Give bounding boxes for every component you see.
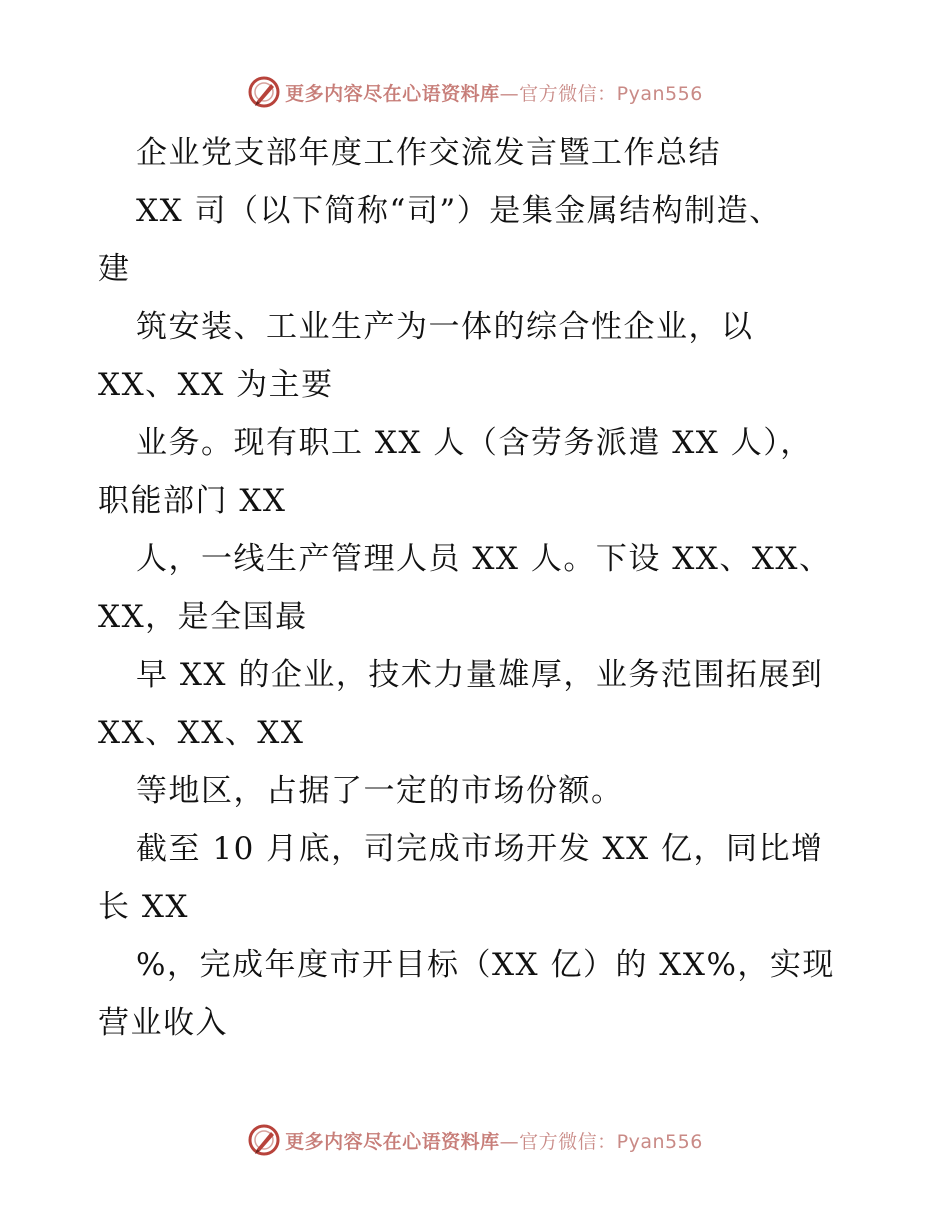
body-line: 长 XX: [98, 889, 189, 925]
body-line: XX、XX、XX: [98, 715, 305, 751]
body-line: 业务。现有职工 XX 人（含劳务派遣 XX 人），: [136, 425, 813, 461]
header-watermark-banner: [0, 72, 950, 112]
header-dash: —: [499, 82, 520, 105]
header-site-name: 更多内容尽在心语资料库: [285, 82, 500, 105]
body-line: XX、XX 为主要: [98, 367, 334, 403]
body-line: 截至 10 月底，司完成市场开发 XX 亿，同比增: [136, 831, 824, 867]
header-wechat-id: 官方微信：Pyan556: [519, 82, 703, 105]
body-line: %，完成年度市开目标（XX 亿）的 XX%，实现: [136, 947, 835, 983]
body-line: 人，一线生产管理人员 XX 人。下设 XX、XX、: [136, 541, 832, 577]
document-body: [98, 124, 858, 1052]
footer-site-name: 更多内容尽在心语资料库: [285, 1130, 500, 1153]
document-title: 企业党支部年度工作交流发言暨工作总结: [136, 135, 721, 171]
body-line: 建: [98, 251, 131, 287]
body-line: 早 XX 的企业，技术力量雄厚，业务范围拓展到: [136, 657, 824, 693]
body-line: 营业收入: [98, 1005, 228, 1041]
body-line: 筑安装、工业生产为一体的综合性企业，以: [136, 309, 754, 345]
body-line: XX 司（以下简称“司”）是集金属结构制造、: [136, 193, 782, 229]
footer-wechat-id: 官方微信：Pyan556: [519, 1130, 703, 1153]
header-watermark-text: [285, 79, 703, 106]
body-line: 职能部门 XX: [98, 483, 287, 519]
pen-logo-icon: [247, 1123, 281, 1157]
footer-dash: —: [499, 1130, 520, 1153]
footer-watermark-text: [285, 1127, 703, 1154]
pen-logo-icon: [247, 75, 281, 109]
body-line: XX，是全国最: [98, 599, 308, 635]
body-line: 等地区，占据了一定的市场份额。: [136, 773, 624, 809]
footer-watermark-banner: [0, 1120, 950, 1160]
